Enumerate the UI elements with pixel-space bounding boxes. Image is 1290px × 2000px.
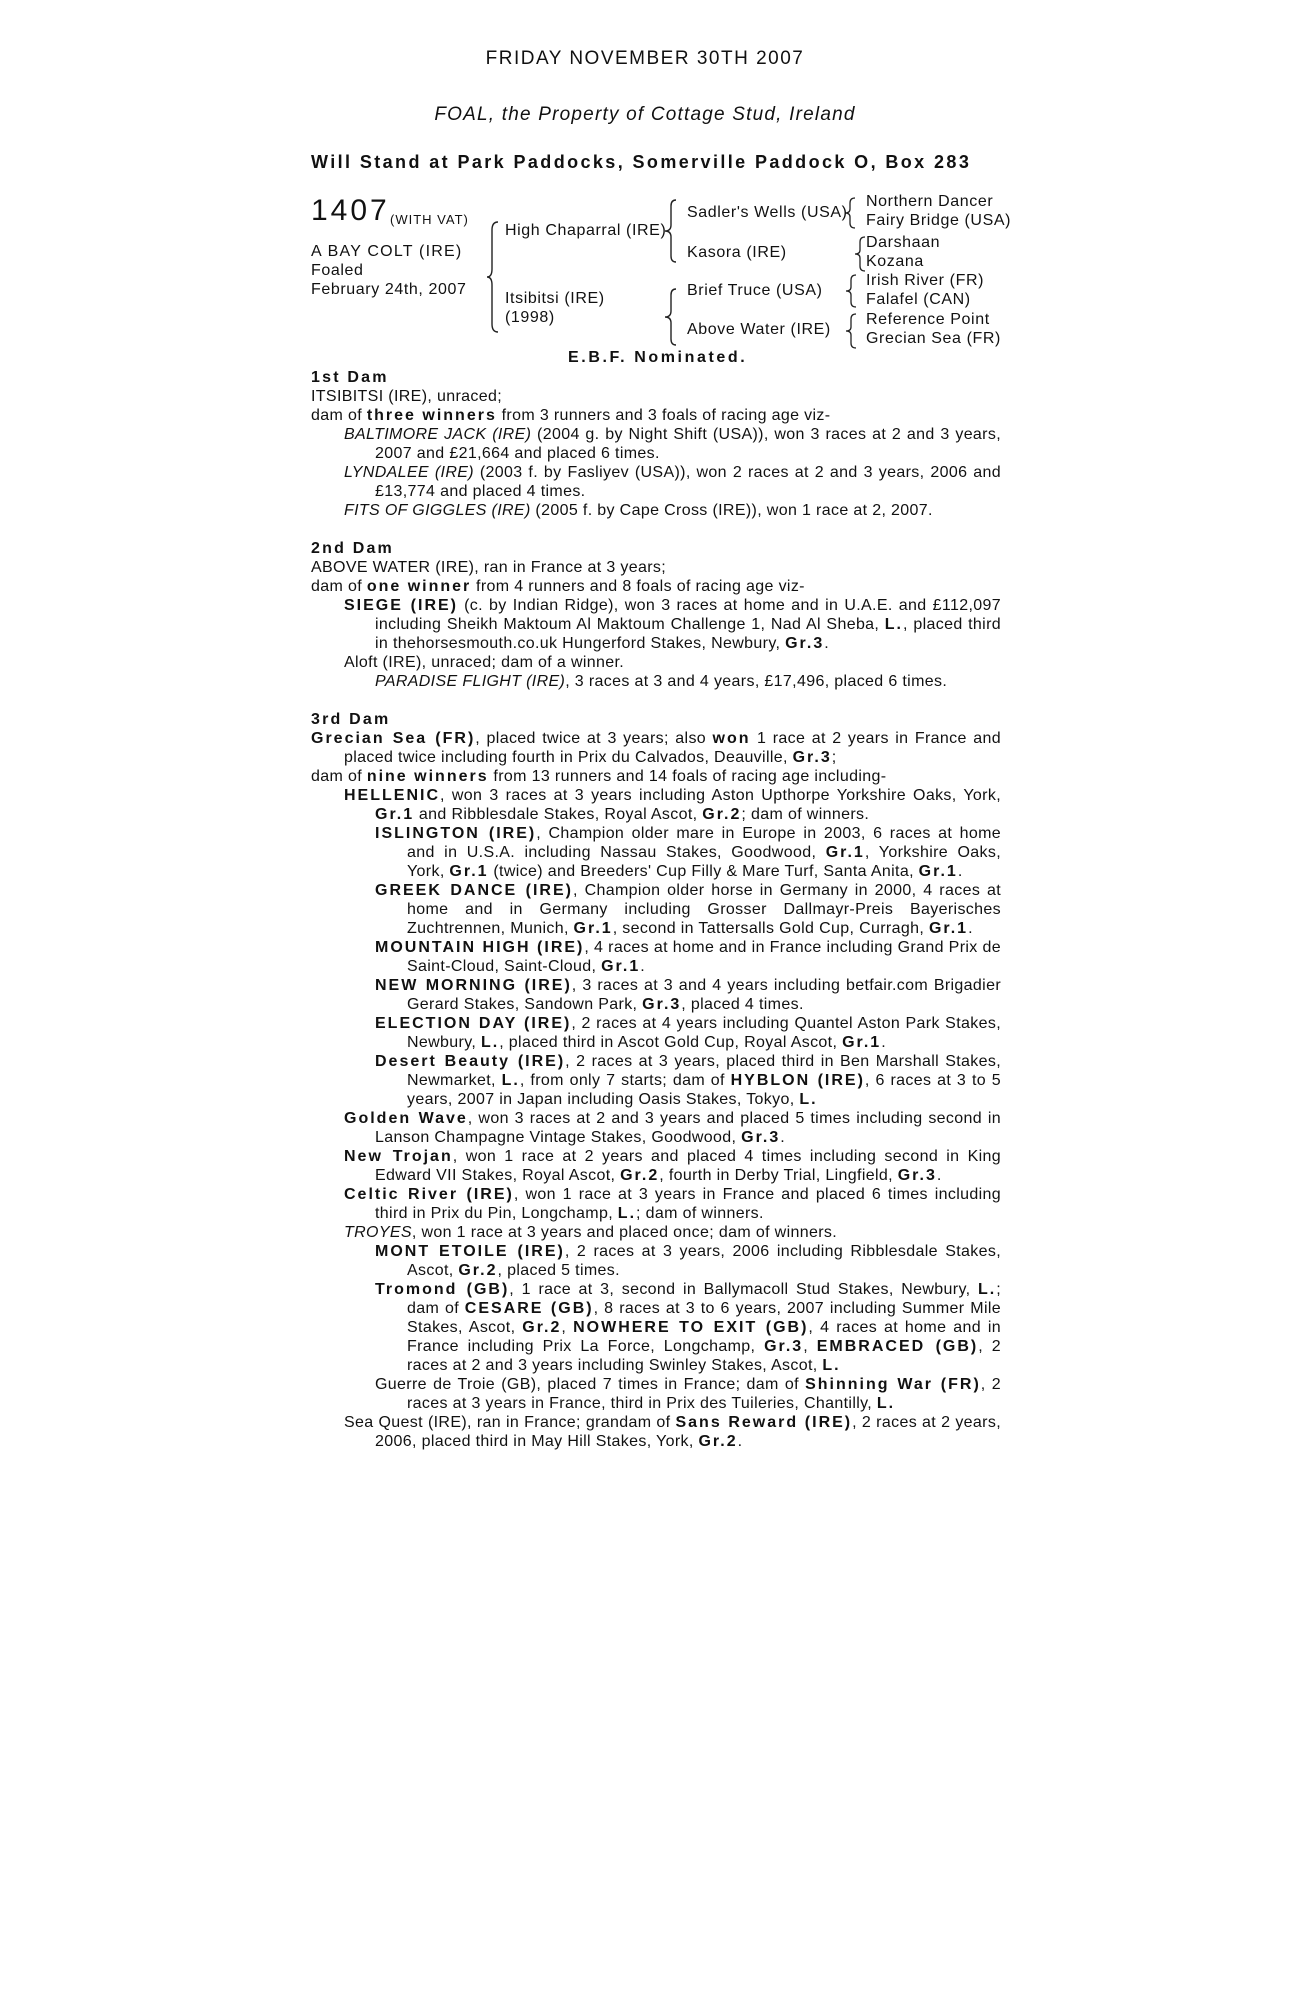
dam-dam: Above Water (IRE)	[687, 321, 831, 338]
progeny-entry: Sea Quest (IRE), ran in France; grandam of Sans Reward (IRE), 2 races at 2 years, 2006, placed third in May Hill Stakes, York, Gr.2.	[344, 1414, 1002, 1450]
vendor-line: FOAL, the Property of Cottage Stud, Ireland	[434, 104, 856, 125]
progeny-entry: Tromond (GB), 1 race at 3, second in Ballymacoll Stud Stakes, Newbury, L.; dam of CESARE (GB), 8 races at 3 to 6 years, 2007 including Summer Mile Stakes, Ascot, Gr.2, NOWHERE TO EXIT (GB), 4 races at home and in France including Prix La Force, Longchamp, Gr.3, EMBRACED (GB), 2 races at 2 and 3 years including Swinley Stakes, Ascot, L.	[375, 1281, 1002, 1374]
progeny-entry: SIEGE (IRE) (c. by Indian Ridge), won 3 races at home and in U.A.E. and £112,097 including Sheikh Maktoum Al Maktoum Challenge 1, Nad Al Sheba, L., placed third in thehorsesmouth.co.uk Hungerford Stakes, Newbury, Gr.3.	[344, 597, 1001, 652]
second-dam-heading: 2nd Dam	[311, 540, 394, 557]
progeny-entry: MOUNTAIN HIGH (IRE), 4 races at home and in France including Grand Prix de Saint-Cloud, Saint-Cloud, Gr.1.	[375, 939, 1001, 975]
lot-description: A BAY COLT (IRE)	[311, 243, 463, 260]
progeny-entry: Celtic River (IRE), won 1 race at 3 years in France and placed 6 times including third in Prix du Pin, Longchamp, L.; dam of winners.	[344, 1186, 1002, 1222]
dam: Itsibitsi (IRE)	[505, 290, 605, 307]
first-dam-heading: 1st Dam	[311, 369, 389, 386]
progeny-entry: GREEK DANCE (IRE), Champion older horse in Germany in 2000, 4 races at home and in Germany including Grosser Dallmayr-Preis Bayerisches Zuchtrennen, Munich, Gr.1, second in Tattersalls Gold Cup, Curragh, Gr.1.	[375, 882, 1001, 937]
progeny-entry: NEW MORNING (IRE), 3 races at 3 and 4 years including betfair.com Brigadier Gerard Stakes, Sandown Park, Gr.3, placed 4 times.	[375, 977, 1001, 1013]
pedigree-brace-7	[845, 313, 857, 349]
third-dam-heading: 3rd Dam	[311, 711, 391, 728]
first-dam-intro: ITSIBITSI (IRE), unraced;	[311, 388, 503, 405]
progeny-entry: BALTIMORE JACK (IRE) (2004 g. by Night Shift (USA)), won 3 races at 2 and 3 years, 2007 and £21,664 and placed 6 times.	[344, 426, 1002, 462]
foaled-label: Foaled	[311, 262, 364, 279]
pedigree-brace-5	[854, 236, 866, 272]
second-dam-summary: dam of one winner from 4 runners and 8 foals of racing age viz-	[311, 578, 805, 595]
second-dam-intro: ABOVE WATER (IRE), ran in France at 3 years;	[311, 559, 667, 576]
progeny-entry: FITS OF GIGGLES (IRE) (2005 f. by Cape Cross (IRE)), won 1 race at 2, 2007.	[344, 502, 933, 519]
progeny-entry: ELECTION DAY (IRE), 2 races at 4 years including Quantel Aston Park Stakes, Newbury, L., placed third in Ascot Gold Cup, Royal Ascot, Gr.1.	[375, 1015, 1001, 1051]
third-dam-summary: dam of nine winners from 13 runners and 14 foals of racing age including-	[311, 768, 887, 785]
progeny-entry: PARADISE FLIGHT (IRE), 3 races at 3 and 4 years, £17,496, placed 6 times.	[375, 673, 948, 690]
progeny-entry: New Trojan, won 1 race at 2 years and placed 4 times including second in King Edward VII Stakes, Royal Ascot, Gr.2, fourth in Derby Trial, Lingfield, Gr.3.	[344, 1148, 1001, 1184]
first-dam-summary: dam of three winners from 3 runners and 3 foals of racing age viz-	[311, 407, 831, 424]
progeny-entry: ISLINGTON (IRE), Champion older mare in Europe in 2003, 6 races at home and in U.S.A. including Nassau Stakes, Goodwood, Gr.1, Yorkshire Oaks, York, Gr.1 (twice) and Breeders' Cup Filly & Mare Turf, Santa Anita, Gr.1.	[375, 825, 1002, 880]
sd-sire: Darshaan	[866, 234, 941, 251]
produce-record	[311, 368, 1001, 1451]
dam-year: (1998)	[505, 309, 555, 326]
progeny-entry: MONT ETOILE (IRE), 2 races at 3 years, 2006 including Ribblesdale Stakes, Ascot, Gr.2, placed 5 times.	[375, 1243, 1001, 1279]
progeny-entry: Aloft (IRE), unraced; dam of a winner.	[344, 654, 625, 671]
sire-dam: Kasora (IRE)	[687, 244, 787, 261]
sale-date: FRIDAY NOVEMBER 30TH 2007	[485, 48, 805, 69]
lot-number: 1407	[311, 194, 390, 227]
progeny-entry: Golden Wave, won 3 races at 2 and 3 years and placed 5 times including second in Lanson Champagne Vintage Stakes, Goodwood, Gr.3.	[344, 1110, 1001, 1146]
progeny-entry: LYNDALEE (IRE) (2003 f. by Fasliyev (USA)), won 2 races at 2 and 3 years, 2006 and £13,774 and placed 4 times.	[344, 464, 1001, 500]
ds-dam: Falafel (CAN)	[866, 291, 971, 308]
ss-sire: Northern Dancer	[866, 193, 994, 210]
progeny-entry: HELLENIC, won 3 races at 3 years including Aston Upthorpe Yorkshire Oaks, York, Gr.1 and Ribblesdale Stakes, Royal Ascot, Gr.2; dam of winners.	[344, 787, 1001, 823]
progeny-entry: Guerre de Troie (GB), placed 7 times in France; dam of Shinning War (FR), 2 races at 3 years in France, third in Prix des Tuileries, Chantilly, L.	[375, 1376, 1001, 1412]
progeny-entry: TROYES, won 1 race at 3 years and placed once; dam of winners.	[344, 1224, 838, 1241]
third-dam-intro: Grecian Sea (FR), placed twice at 3 years; also won 1 race at 2 years in France and placed twice including fourth in Prix du Calvados, Deauville, Gr.3;	[311, 730, 1001, 766]
pedigree-brace-1	[486, 220, 500, 334]
stand-location: Will Stand at Park Paddocks, Somerville Paddock O, Box 283	[311, 152, 972, 172]
foaled-date: February 24th, 2007	[311, 281, 467, 298]
dd-sire: Reference Point	[866, 311, 990, 328]
ss-dam: Fairy Bridge (USA)	[866, 212, 1012, 229]
sire: High Chaparral (IRE)	[505, 222, 667, 239]
vat-note: (WITH VAT)	[390, 212, 469, 227]
ds-sire: Irish River (FR)	[866, 272, 985, 289]
sd-dam: Kozana	[866, 253, 924, 270]
pedigree-brace-6	[845, 274, 857, 308]
progeny-entry: Desert Beauty (IRE), 2 races at 3 years, placed third in Ben Marshall Stakes, Newmarket, L., from only 7 starts; dam of HYBLON (IRE), 6 races at 3 to 5 years, 2007 in Japan including Oasis Stakes, Tokyo, L.	[375, 1053, 1002, 1108]
ebf-nominated: E.B.F. Nominated.	[568, 349, 748, 366]
pedigree-brace-3	[664, 287, 678, 347]
sire-sire: Sadler's Wells (USA)	[687, 204, 848, 221]
dam-sire: Brief Truce (USA)	[687, 282, 823, 299]
dd-dam: Grecian Sea (FR)	[866, 330, 1001, 347]
